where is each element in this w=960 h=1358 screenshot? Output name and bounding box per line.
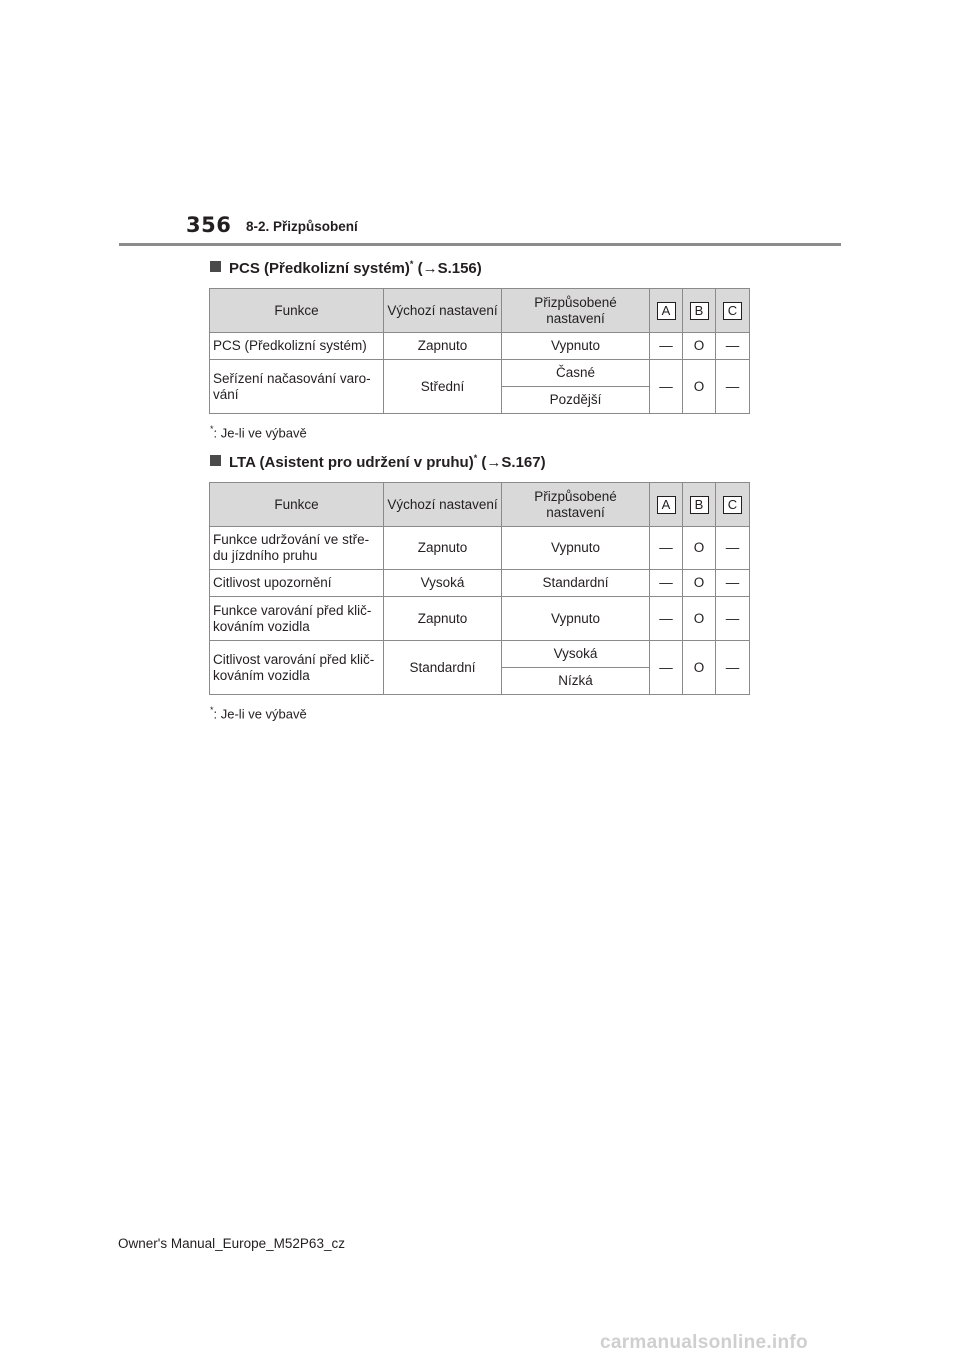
table-row [210,641,750,668]
cell-custom: Vypnuto [502,527,650,570]
letter-b-box: B [690,302,709,320]
cell-function: Citlivost varování před klič-kováním vozidla [210,641,384,695]
table-header-row [210,483,750,527]
arrow-right-icon: → [422,260,438,277]
cell-a: — [650,333,683,360]
col-header-a [650,483,683,527]
table-row [210,597,750,641]
cell-c: — [716,597,750,641]
col-header-custom: Přizpůsobené nastavení [502,289,650,333]
col-header-b [683,483,716,527]
cell-b: O [683,333,716,360]
col-header-function: Funkce [210,289,384,333]
cell-custom-option: Pozdější [502,387,650,414]
cell-b: O [683,641,716,695]
cell-a: — [650,597,683,641]
cell-default: Vysoká [384,570,502,597]
cell-b: O [683,597,716,641]
lta-footnote: *: Je-li ve výbavě [210,705,307,722]
letter-a-box: A [657,496,676,514]
pcs-footnote: *: Je-li ve výbavě [210,424,307,441]
cell-c: — [716,527,750,570]
cell-custom-option: Časné [502,360,650,387]
cell-b: O [683,360,716,414]
cell-custom-option: Vysoká [502,641,650,668]
col-header-default: Výchozí nastavení [384,483,502,527]
cell-default: Zapnuto [384,527,502,570]
table-row [210,527,750,570]
letter-a-box: A [657,302,676,320]
cell-a: — [650,360,683,414]
col-header-c [716,483,750,527]
cell-default: Střední [384,360,502,414]
asterisk-mark: * [409,259,414,269]
cell-c: — [716,360,750,414]
col-header-custom: Přizpůsobené nastavení [502,483,650,527]
cell-custom: Vypnuto [502,333,650,360]
letter-b-box: B [690,496,709,514]
cell-custom: Vypnuto [502,597,650,641]
cell-function: Seřízení načasování varo-vání [210,360,384,414]
lta-page-ref[interactable]: S.167 [501,454,541,471]
lta-table [209,482,750,695]
cell-custom: Standardní [502,570,650,597]
asterisk-mark: * [473,453,478,463]
cell-c: — [716,641,750,695]
lta-heading-text: LTA (Asistent pro udržení v pruhu) [229,454,474,471]
cell-default: Zapnuto [384,333,502,360]
table-row [210,360,750,387]
cell-function: Funkce varování před klič-kováním vozidla [210,597,384,641]
cell-b: O [683,527,716,570]
cell-a: — [650,641,683,695]
pcs-page-ref[interactable]: S.156 [437,260,477,277]
square-bullet-icon [210,455,221,466]
watermark[interactable]: carmanualsonline.info [600,1332,808,1353]
cell-custom-option: Nízká [502,668,650,695]
page-number: 356 [186,213,232,237]
pcs-footnote-text: Je-li ve výbavě [220,425,307,441]
pcs-table [209,288,750,414]
asterisk-mark: * [210,424,214,434]
cell-function: PCS (Předkolizní systém) [210,333,384,360]
cell-a: — [650,570,683,597]
col-header-a [650,289,683,333]
cell-function: Funkce udržování ve stře-du jízdního pruhu [210,527,384,570]
pcs-heading: PCS (Předkolizní systém)* (→S.156) [210,259,482,277]
cell-default: Zapnuto [384,597,502,641]
square-bullet-icon [210,261,221,272]
cell-c: — [716,570,750,597]
asterisk-mark: * [210,705,214,715]
section-title: 8-2. Přizpůsobení [246,219,358,234]
footer-text: Owner's Manual_Europe_M52P63_cz [118,1236,345,1251]
col-header-function: Funkce [210,483,384,527]
table-row [210,333,750,360]
cell-default: Standardní [384,641,502,695]
header-rule [119,243,841,246]
letter-c-box: C [723,496,742,514]
pcs-heading-text: PCS (Předkolizní systém) [229,260,410,277]
cell-function: Citlivost upozornění [210,570,384,597]
col-header-b [683,289,716,333]
arrow-right-icon: → [486,454,502,471]
lta-footnote-text: Je-li ve výbavě [220,706,307,722]
table-header-row [210,289,750,333]
table-row [210,570,750,597]
cell-a: — [650,527,683,570]
letter-c-box: C [723,302,742,320]
cell-b: O [683,570,716,597]
col-header-default: Výchozí nastavení [384,289,502,333]
cell-c: — [716,333,750,360]
col-header-c [716,289,750,333]
lta-heading: LTA (Asistent pro udržení v pruhu)* (→S.167) [210,453,546,471]
